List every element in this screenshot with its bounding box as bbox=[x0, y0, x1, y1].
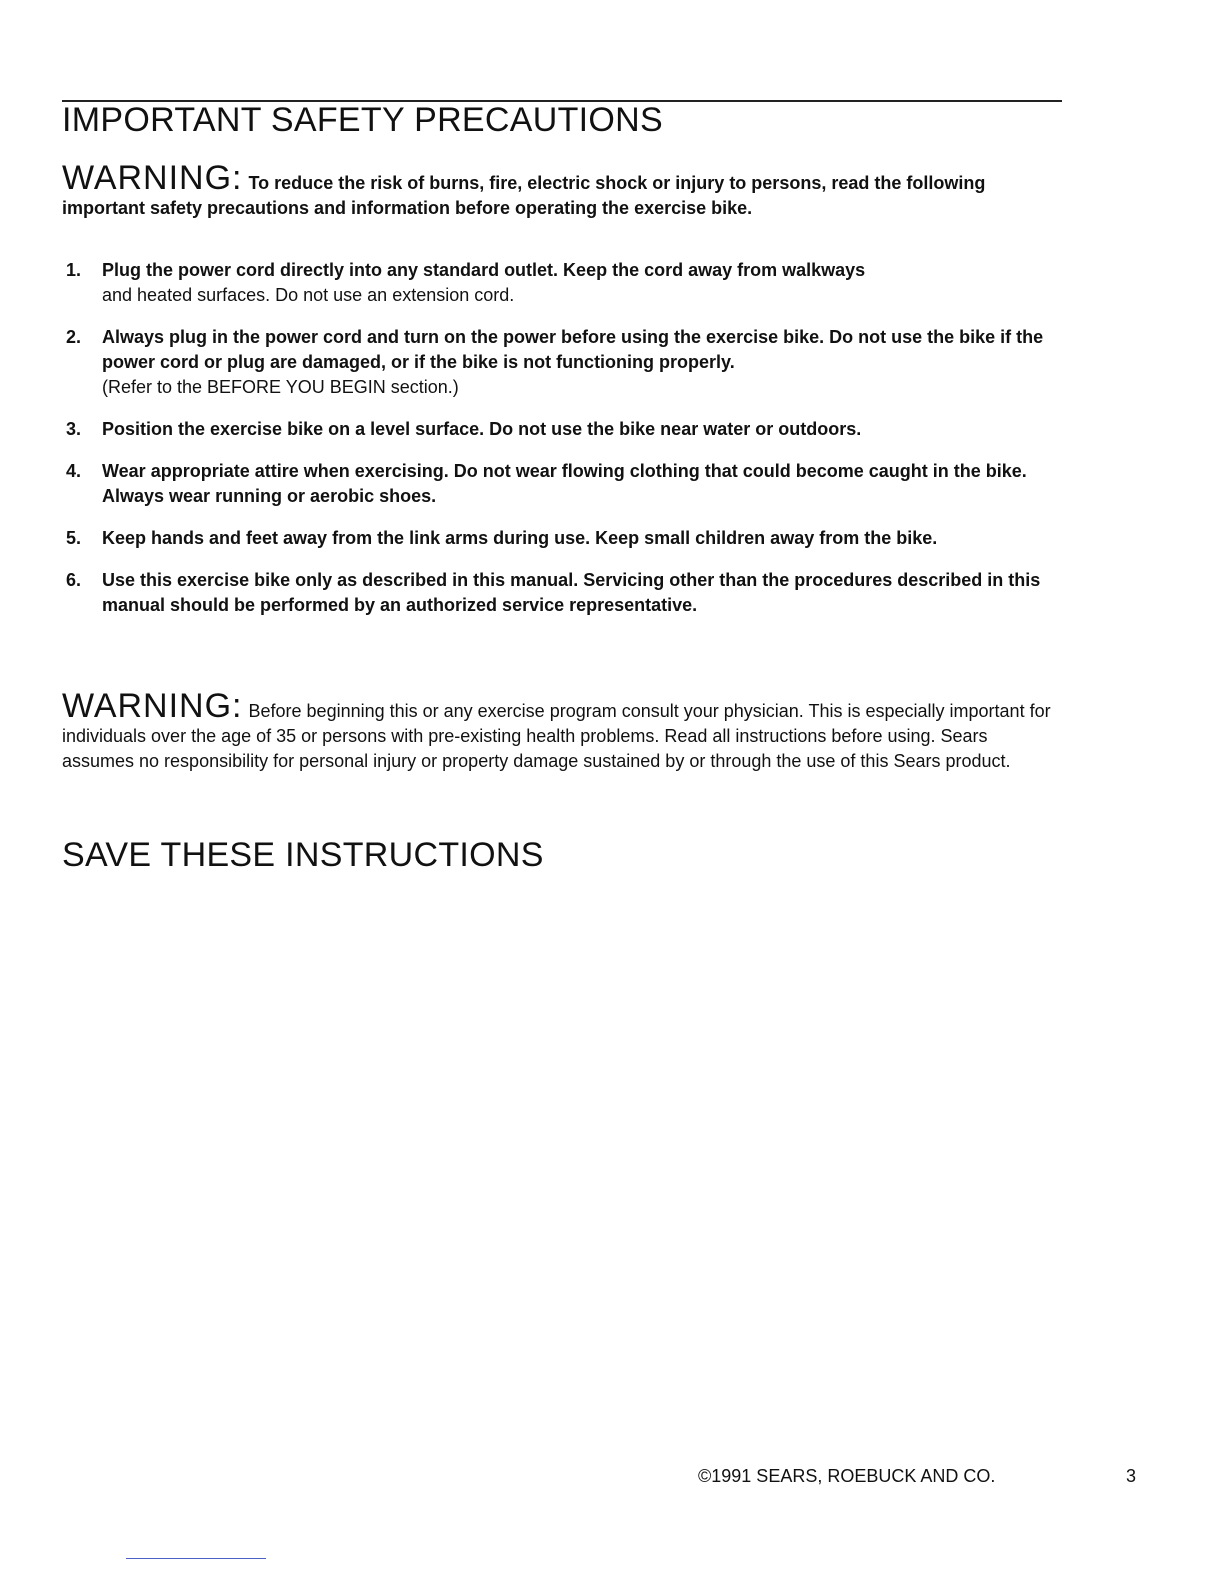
warning-text: Before beginning this or any exercise program consult your physician. This is especially important for individuals over the age of 35 or persons with pre-existing health problems. Read all instructions before using. Sears assumes no responsibility for personal injury or property damage sustained by or through the use of this Sears product. bbox=[62, 701, 1051, 771]
item-text: Position the exercise bike on a level surface. Do not use the bike near water or outdoors. bbox=[102, 419, 862, 439]
list-item bbox=[62, 325, 1062, 400]
list-item bbox=[62, 459, 1062, 509]
warning-burns-fire bbox=[62, 159, 1062, 221]
item-text-plain: and heated surfaces. Do not use an extension cord. bbox=[102, 285, 515, 305]
item-text: Always plug in the power cord and turn on the power before using the exercise bike. Do not use the bike if the power cord or plug are damaged, or if the bike is not functioning properly. bbox=[102, 327, 1044, 372]
save-instructions-heading: SAVE THESE INSTRUCTIONS bbox=[62, 836, 544, 874]
item-text: Use this exercise bike only as described in this manual. Servicing other than the procedures described in this manual should be performed by an authorized service representative. bbox=[102, 570, 1041, 615]
item-number: 3. bbox=[66, 419, 82, 439]
item-number: 4. bbox=[66, 461, 82, 481]
warning-label: WARNING: bbox=[62, 159, 243, 197]
item-number: 2. bbox=[66, 327, 82, 347]
copyright-notice: ©1991 SEARS, ROEBUCK AND CO. bbox=[698, 1466, 996, 1486]
item-text: Keep hands and feet away from the link arms during use. Keep small children away from the bike. bbox=[102, 528, 938, 548]
item-text: Wear appropriate attire when exercising. Do not wear flowing clothing that could become caught in the bike. Always wear running or aerobic shoes. bbox=[102, 461, 1027, 506]
list-item bbox=[62, 526, 1062, 551]
item-text-plain: (Refer to the BEFORE YOU BEGIN section.) bbox=[102, 377, 459, 397]
list-item bbox=[62, 568, 1062, 618]
list-item bbox=[62, 417, 1062, 442]
page-title: IMPORTANT SAFETY PRECAUTIONS bbox=[62, 101, 663, 139]
item-number: 6. bbox=[66, 570, 82, 590]
list-item bbox=[62, 258, 1062, 308]
warning-physician bbox=[62, 687, 1062, 774]
item-text: Plug the power cord directly into any standard outlet. Keep the cord away from walkways bbox=[102, 260, 866, 280]
page-number: 3 bbox=[1126, 1466, 1137, 1486]
bottom-rule bbox=[126, 1558, 266, 1559]
item-number: 5. bbox=[66, 528, 82, 548]
safety-precautions-list bbox=[62, 258, 1062, 618]
warning-label: WARNING: bbox=[62, 687, 243, 725]
item-number: 1. bbox=[66, 260, 82, 280]
warning-text: To reduce the risk of burns, fire, electric shock or injury to persons, read the following important safety precautions and information before operating the exercise bike. bbox=[62, 173, 986, 218]
